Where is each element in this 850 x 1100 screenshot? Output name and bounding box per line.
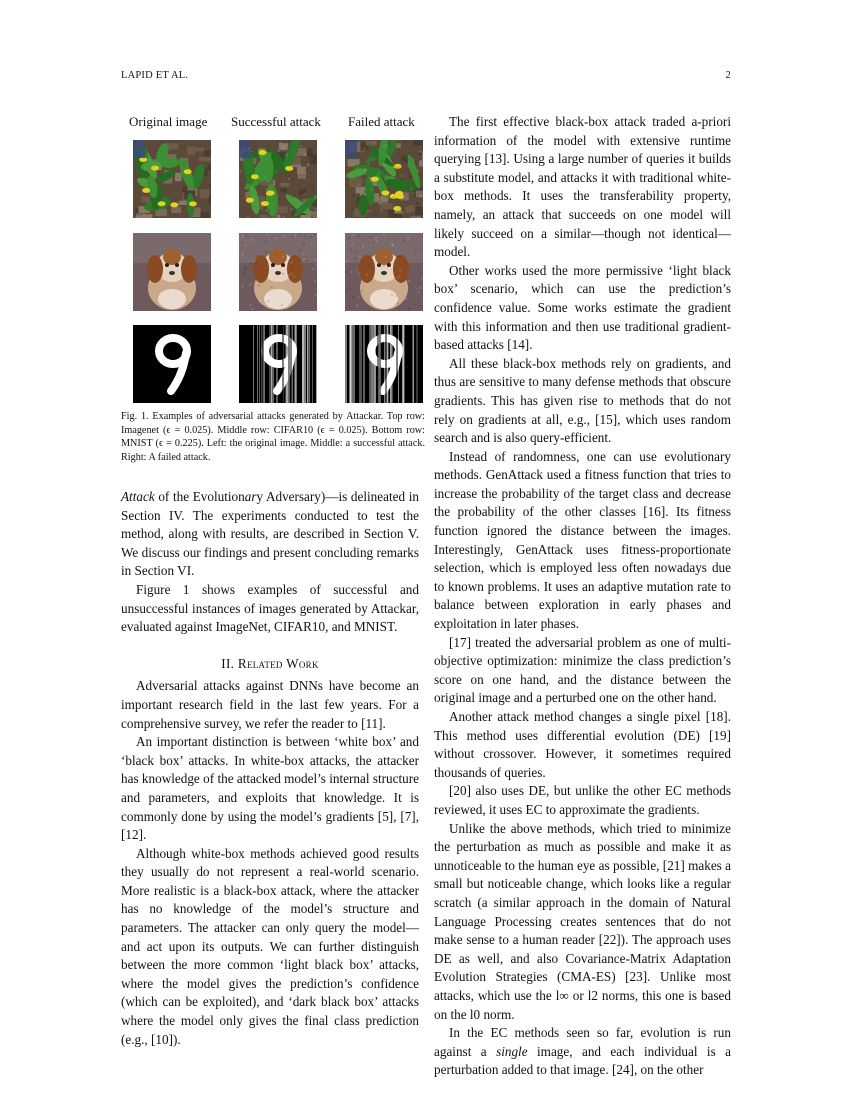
figure-image-grid — [121, 134, 425, 424]
right-column — [434, 113, 731, 1080]
paragraph: Adversarial attacks against DNNs have become an important research field in the last few years. For a comprehensive survey, we refer the reader to [11]. — [121, 678, 419, 731]
imagenet-image-tile — [239, 140, 317, 218]
paragraph: All these black-box methods rely on gradients, and thus are sensitive to many defense methods that obscure gradients. This has given rise to methods that do not rely on gradients at all, e.g., [15], which uses random search and is also query-efficient. — [434, 355, 731, 446]
section-heading: II. Related Work — [221, 655, 319, 671]
column-header-successful: Successful attack — [231, 114, 321, 129]
page-number: 2 — [725, 70, 731, 81]
figure-1 — [121, 110, 425, 463]
paragraph: Unlike the above methods, which tried to minimize the perturbation as much as possible and make it as unnoticeable to the human eye as possible, [21] makes a small but noticeable change, which looks like a regular scratch (a similar approach in the domain of Natural Language Processing creates sentences that do not make sense to a human reader [22]). The approach uses DE as well, and also Covariance-Matrix Adaptation Evolution Strategies (CMA-ES) [23]. Unlike most attacks, which use the l∞ or l2 norms, this one is based on the l0 norm. — [434, 820, 731, 1022]
cifar10-image-tile — [239, 233, 317, 311]
cifar10-image-tile — [133, 233, 211, 311]
paragraph: [17] treated the adversarial problem as one of multi-objective optimization: minimize the class prediction’s score on one hand, and the distance between the original image and a perturbed one on the other hand. — [434, 634, 731, 706]
mnist-image-tile — [133, 325, 211, 403]
running-header-author: LAPID ET AL. — [121, 70, 189, 81]
paragraph: In the EC methods seen so far, evolution is run against a single image, and each individual is a perturbation added to that image. [24], on the other — [434, 1025, 731, 1078]
figure-caption: Fig. 1. Examples of adversarial attacks generated by Attackar. Top row: Imagenet (ϵ = 0.025). Middle row: CIFAR10 (ϵ = 0.025). Bottom row: MNIST (ϵ = 0.225). Left: the original image. Middle: a successful attack. Right: A failed attack. — [121, 411, 425, 463]
paragraph: [20] also uses DE, but unlike the other EC methods reviewed, it uses EC to approximate the gradients. — [434, 783, 731, 817]
running-header — [121, 70, 731, 84]
imagenet-image-tile — [133, 140, 211, 218]
imagenet-image-tile — [345, 140, 423, 218]
paragraph: Attack of the Evolutionary Adversary)—is delineated in Section IV. The experiments conducted to test the method, along with results, are described in Section V. We discuss our findings and present concluding remarks in Section VI. — [121, 489, 419, 579]
paragraph: Figure 1 shows examples of successful and unsuccessful instances of images generated by Attackar, evaluated against ImageNet, CIFAR10, and MNIST. — [121, 581, 419, 635]
paragraph: Although white-box methods achieved good results they usually do not represent a real-world scenario. More realistic is a black-box attack, where the attacker has no knowledge of the model’s structure and parameters. The attacker can only query the model—and act upon its outputs. We can further distinguish between the more common ‘light black box’ attacks, where the model gives the prediction’s confidence (which can be exploited), and ‘dark black box’ attacks where the model only gives the final class prediction (e.g., [10]). — [121, 845, 419, 1047]
paragraph: Another attack method changes a single pixel [18]. This method uses differential evolution (DE) [19] without crossover. However, it sometimes required thousands of queries. — [434, 709, 731, 780]
cifar10-image-tile — [345, 233, 423, 311]
paragraph: Other works used the more permissive ‘light black box’ scenario, which can use the prediction’s confidence value. Some works estimate the gradient with this information and then use traditional gradient-based attacks [14]. — [434, 262, 731, 353]
paragraph: The first effective black-box attack traded a-priori information of the model with extensive runtime querying [13]. Using a large number of queries it builds a substitute model, and attacks it with traditional white-box methods. It uses the transferability property, namely, an attack that succeeds on one model will likely succeed on a similar—though not identical—model. — [434, 114, 731, 260]
mnist-image-tile — [239, 325, 317, 403]
column-header-original: Original image — [129, 114, 208, 129]
paragraph: Instead of randomness, one can use evolutionary methods. GenAttack used a fitness function that tries to increase the probability of the target class and decrease the probability of the other classes [16]. Its fitness function ignored the distance between the images. Interestingly, GenAttack uses fitness-proportionate selection, which is employed less often nowadays due to known problems. It uses an adaptive mutation rate to balance between exploration in early phases and exploitation in later phases. — [434, 448, 731, 632]
left-column — [121, 488, 419, 1049]
column-header-failed: Failed attack — [348, 114, 415, 129]
paragraph: An important distinction is between ‘white box’ and ‘black box’ attacks. In white-box attacks, the attacker has knowledge of the attacked model’s internal structure and parameters, and exploits that knowledge. It is commonly done by using the model’s gradients [5], [7], [12]. — [121, 734, 419, 843]
figure-column-headers — [121, 110, 425, 134]
mnist-image-tile — [345, 325, 423, 403]
